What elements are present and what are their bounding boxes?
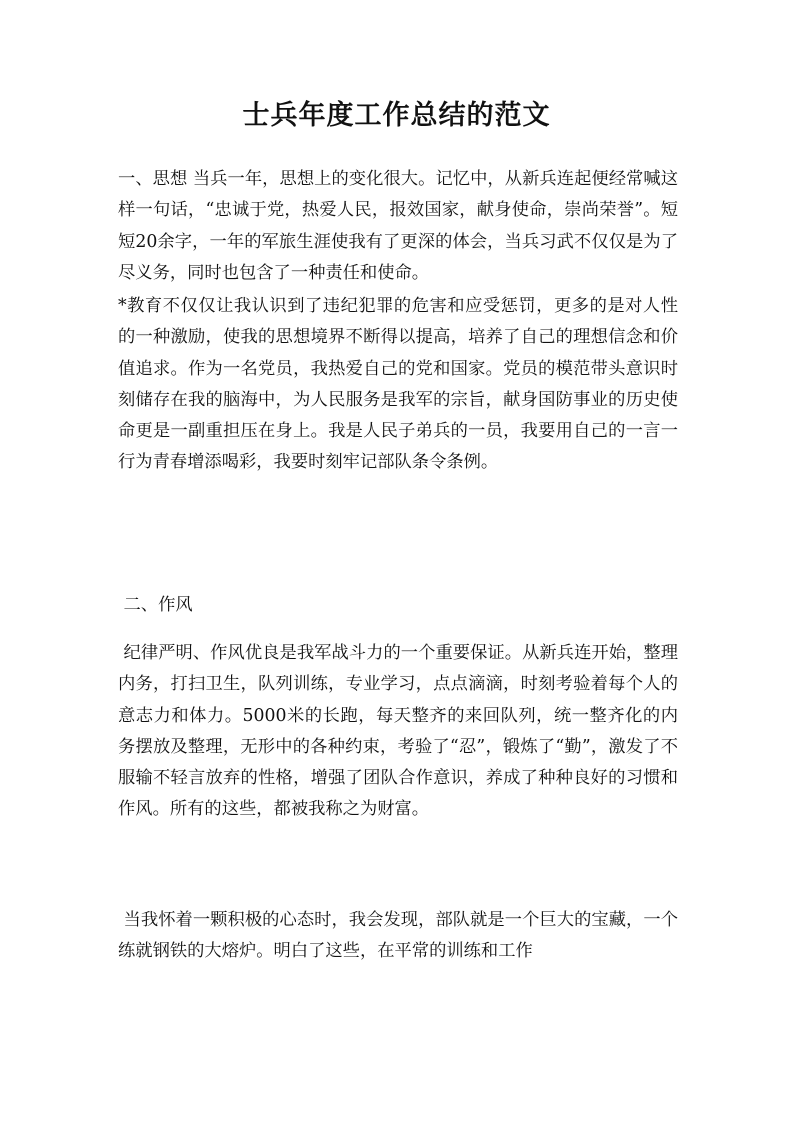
paragraph-attitude: 当我怀着一颗积极的心态时，我会发现，部队就是一个巨大的宝藏，一个练就钢铁的大熔炉。明白了这些，在平常的训练和工作 [118,910,678,962]
section-heading-style: 二、作风 [118,595,193,615]
paragraph-education: *教育不仅仅让我认识到了违纪犯罪的危害和应受惩罚，更多的是对人性的一种激励，使我的思想境界不断得以提高，培养了自己的理想信念和价值追求。作为一名党员，我热爱自己的党和国家。党员的模范带头意识时刻储存在我的脑海中，为人民服务是我军的宗旨，献身国防事业的历史使命更是一副重担压在身上。我是人民子弟兵的一员，我要用自己的一言一行为青春增添喝彩，我要时刻牢记部队条令条例。 [118,296,678,473]
document-title: 士兵年度工作总结的范文 [242,100,551,131]
paragraph-discipline: 纪律严明、作风优良是我军战斗力的一个重要保证。从新兵连开始，整理内务，打扫卫生，队列训练，专业学习，点点滴滴，时刻考验着每个人的意志力和体力。5000米的长跑，每天整齐的来回队列，统一整齐化的内务摆放及整理，无形中的各种约束，考验了“忍”，锻炼了“勤”，激发了不服输不轻言放弃的性格，增强了团队合作意识，养成了种种良好的习惯和作风。所有的这些，都被我称之为财富。 [118,643,678,820]
paragraph-thought: 一、思想 当兵一年，思想上的变化很大。记忆中，从新兵连起便经常喊这样一句话，“忠诚于党，热爱人民，报效国家，献身使命，崇尚荣誉”。短短20余字，一年的军旅生涯使我有了更深的体会，当兵习武不仅仅是为了尽义务，同时也包含了一种责任和使命。 [118,169,678,283]
